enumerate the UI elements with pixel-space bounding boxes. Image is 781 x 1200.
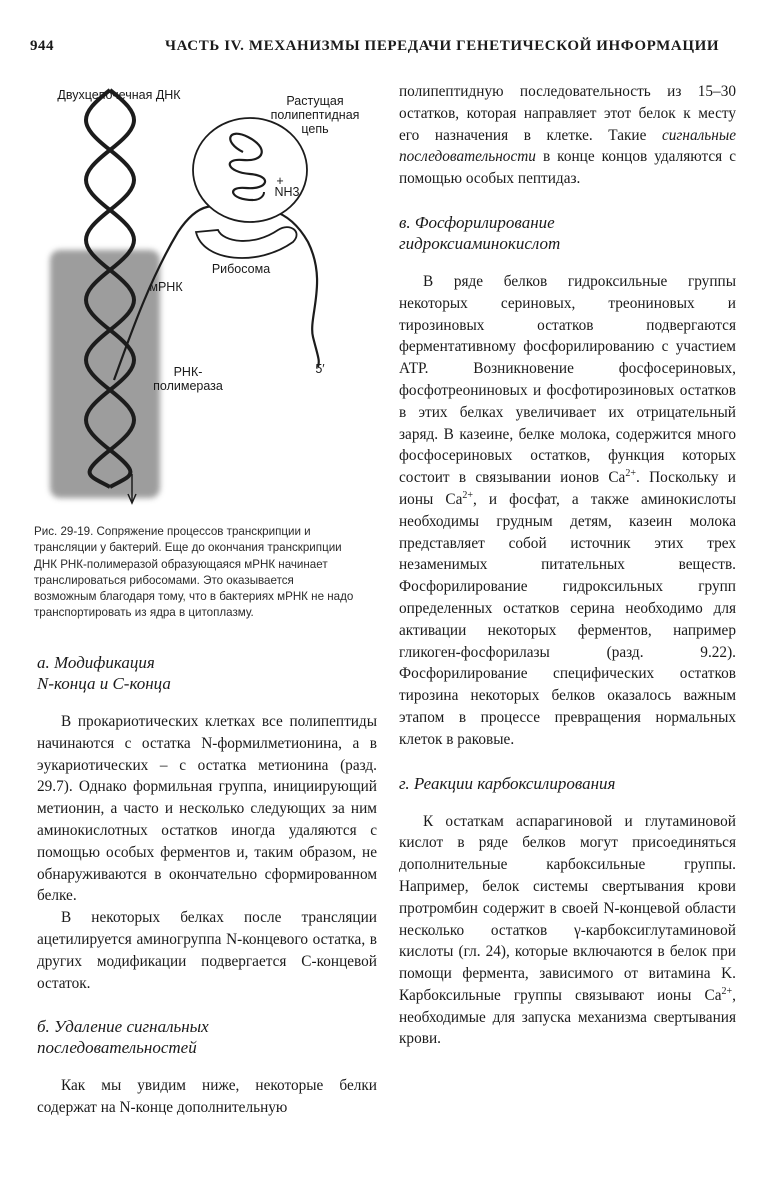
running-title: ЧАСТЬ IV. МЕХАНИЗМЫ ПЕРЕДАЧИ ГЕНЕТИЧЕСКОЙ ИНФОРМАЦИИ [165, 38, 720, 54]
section-v-heading-line1: в. Фосфорилирование [399, 212, 555, 232]
label-plus: + [276, 174, 284, 188]
ribosome-small-subunit [196, 227, 297, 258]
label-5-prime-end: 5′ [315, 362, 325, 376]
section-v-text-2: . Поскольку и ионы Ca [399, 469, 736, 508]
section-g-text-1: К остаткам аспарагиновой и глутаминовой кислот в ряде белков могут присоединяться дополнительные карбоксильные группы. Например, белок системы свертывания крови протромбин содержит в своей N-концевой области несколько остатков γ-карбоксиглутаминовой кислоты (гл. 24), которые включаются в белок при помощи фермента, зависимого от витамина K. Карбоксильные группы связывают ионы Ca [399, 812, 736, 1004]
label-ribosome: Рибосома [211, 262, 271, 276]
label-mrna: мРНК [149, 280, 183, 294]
transcription-translation-diagram [28, 82, 368, 512]
section-g-paragraph [399, 811, 736, 1051]
continued-paragraph [399, 81, 736, 190]
page-header [30, 38, 755, 62]
charge-superscript-1: 2+ [625, 468, 636, 480]
label-nh3: NH3 [274, 185, 300, 199]
continued-italic-term: сигнальные последовательности [399, 126, 736, 166]
section-v-paragraph [399, 271, 736, 751]
right-column [399, 81, 736, 1050]
section-b-paragraph-1: Как мы увидим ниже, некоторые белки содержат на N-конце дополнительную [37, 1077, 377, 1117]
section-g-heading: г. Реакции карбоксилирования [399, 773, 616, 793]
section-v-text-1: В ряде белков гидроксильные группы некоторых сериновых, треониновых и тирозиновых остатков подвергаются ферментативному фосфорилированию с участием АТР. Возникновение фосфосериновых, фосфотреониновых и фосфотирозиновых остатков в этих белках увеличивает их отрицательный заряд. В казеине, белке молока, содержится много фосфосериновых остатков, функция которых состоит в связывании ионов Ca [399, 272, 736, 487]
charge-superscript-3: 2+ [721, 985, 733, 997]
label-rna-polymerase: РНК-полимераза [153, 365, 223, 393]
section-g-text-2: , необходимые для запуска механизма свертывания крови. [399, 986, 736, 1048]
section-a-heading-line2: N-конца и С-конца [37, 674, 171, 693]
section-a-heading-line1: а. Модификация [37, 653, 155, 672]
page-number: 944 [30, 38, 54, 54]
figure-caption-text: Рис. 29-19. Сопряжение процессов транскрипции и трансляции у бактерий. Еще до окончания транскрипции ДНК РНК-полимеразой образующаяся мРНК начинает транслироваться рибосомами. Это оказывается возможным благодаря тому, что в бактериях мРНК не надо транспортировать из ядра в цитоплазму. [34, 525, 354, 620]
continued-text-1: полипептидную последовательность из 15–30 остатков, которая направляет этот белок к месту его назначения в клетке. Такие [399, 83, 736, 144]
section-v-text-3: , и фосфат, а также аминокислоты необходимы грудным детям, казеин молока представляет собой источник этих трех незаменимых питательных веществ. Фосфорилирование гидроксильных групп определенных остатков серина необходимо для активации некоторых ферментов, например гликоген-фосфорилазы (разд. 9.22). Фосфорилирование специфических остатков тирозина некоторых белков оказалось важным этапом в процессе превращения нормальных клеток в раковые. [399, 490, 736, 748]
left-column [37, 652, 377, 1119]
figure-caption [34, 524, 354, 622]
section-a-paragraph-2: В некоторых белках после трансляции ацетилируется аминогруппа N-концевого остатка, в других модификации подвергается С-концевой остаток. [37, 909, 377, 992]
section-a-paragraph-1: В прокариотических клетках все полипептиды начинаются с остатка N-формилметионина, а в эукариотических – с остатка метионина (разд. 29.7). Однако формильная группа, инициирующий метионин, а часто и несколько следующих за ним аминокислотных остатков иногда удаляются с помощью особых ферментов и, таким образом, не обнаруживаются в окончательно сформированном белке. [37, 713, 377, 905]
label-polypeptide-chain: Растущая полипептидная цепь [270, 94, 360, 136]
charge-superscript-2: 2+ [462, 489, 474, 501]
label-dna: Двухцепочечная ДНК [57, 88, 181, 102]
figure-29-19 [28, 82, 368, 512]
section-v-heading-line2: гидроксиаминокислот [399, 233, 561, 253]
continued-text-2: в конце концов удаляются с помощью особых пептидаз. [399, 148, 736, 188]
section-b-heading-line1: б. Удаление сигнальных [37, 1017, 209, 1037]
section-b-heading-line2: последовательностей [37, 1038, 197, 1058]
